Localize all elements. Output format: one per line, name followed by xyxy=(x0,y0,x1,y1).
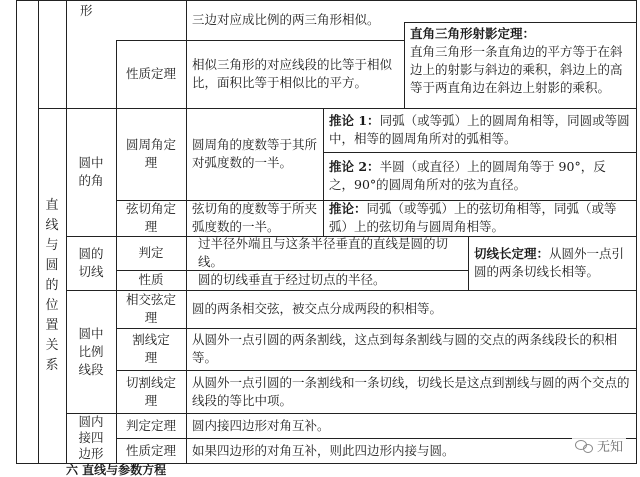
corollary-1 xyxy=(323,108,636,152)
chat-bubbles-icon xyxy=(575,439,593,452)
corollary-2-text: 半圆（或直径）上的圆周角等于 90°，反之，90°的圆周角所对的弦为直径。 xyxy=(329,159,606,192)
similar-top-label: 形 xyxy=(80,3,93,18)
corollary-1-text: 同弧（或等弧）上的圆周角相等，同圆或等圆中，相等的圆周角所对的弧相等。 xyxy=(329,113,630,146)
quadrilateral-criterion-text: 圆内接四边形对角互补。 xyxy=(192,417,330,433)
intersecting-chord-text: 圆的两条相交弦，被交点分成两段的积相等。 xyxy=(192,301,443,316)
tangent-property-label: 性质 xyxy=(138,272,164,287)
tangent-length-theorem xyxy=(468,236,636,290)
projection-theorem-title: 直角三角形射影定理： xyxy=(410,26,536,41)
tangent-chord-label: 弦切角定理 xyxy=(125,201,176,234)
tangent-secant-text: 从圆外一点引圆的一条割线和一条切线，切线长是这点到割线与圆的两个交点的线段的等比中项。 xyxy=(192,374,630,408)
main-category-char: 的 xyxy=(45,277,59,293)
tangent-chord-corollary xyxy=(323,200,636,236)
tangent-secant-label: 切割线定理 xyxy=(126,374,177,408)
main-category-char: 置 xyxy=(45,317,59,333)
tangent-criterion-text: 过半径外端且与这条半径垂直的直线是圆的切线。 xyxy=(198,236,449,269)
inscribed-angle-label: 圆周角定理 xyxy=(126,137,177,170)
watermark-text: 无知 xyxy=(596,440,623,455)
circle-angle-group-label: 圆中的角 xyxy=(78,155,104,188)
projection-theorem xyxy=(404,22,636,108)
main-category-char: 位 xyxy=(45,297,59,313)
similar-property-text: 相似三角形的对应线段的比等于相似比，面积比等于相似比的平方。 xyxy=(192,57,393,90)
quadrilateral-property-label: 性质定理 xyxy=(125,442,176,458)
main-category-char: 系 xyxy=(45,357,59,373)
quadrilateral-group-label: 圆内接四边形 xyxy=(78,414,104,461)
corollary-1-title: 推论 1： xyxy=(329,113,380,128)
quadrilateral-property-text: 如果四边形的对角互补，则此四边形内接与圆。 xyxy=(192,442,455,458)
corollary-2 xyxy=(323,152,636,200)
tangent-chord-corollary-text: 同弧（或等弧）上的弦切角相等，同弧（或等弧）上的弦切角与圆周角相等。 xyxy=(329,201,617,234)
main-category-char: 与 xyxy=(45,237,59,253)
tangent-criterion-label: 判定 xyxy=(138,245,164,260)
secant-label: 割线定理 xyxy=(132,332,170,365)
secant-text: 从圆外一点引圆的两条割线，这点到每条割线与圆的交点的两条线段长的积相等。 xyxy=(192,332,618,365)
main-category-char: 直 xyxy=(45,197,59,213)
projection-theorem-text: 直角三角形一条直角边的平方等于在斜边上的射影与斜边的乘积，斜边上的高等于两直角边在斜边上射影的乘积。 xyxy=(410,44,623,95)
tangent-length-text: 从圆外一点引圆的两条切线长相等。 xyxy=(474,246,625,279)
corollary-2-title: 推论 2： xyxy=(329,159,380,174)
main-category-char: 关 xyxy=(45,337,59,353)
table-border-left xyxy=(16,0,17,464)
similar-criterion-text: 三边对应成比例的两三角形相似。 xyxy=(192,12,380,27)
proportion-group-label: 圆中比例线段 xyxy=(78,325,104,377)
table-border-right xyxy=(636,0,637,464)
tangent-length-title: 切线长定理： xyxy=(474,246,550,261)
inscribed-angle-text: 圆周角的度数等于其所对弧度数的一半。 xyxy=(192,137,318,170)
tangent-group-label: 圆的切线 xyxy=(78,246,104,279)
tangent-chord-text: 弦切角的度数等于所夹弧度数的一半。 xyxy=(192,201,318,234)
similar-property-label: 性质定理 xyxy=(125,66,176,81)
quadrilateral-criterion-label: 判定定理 xyxy=(125,417,176,433)
main-category-char: 线 xyxy=(45,217,59,233)
tangent-property-text: 圆的切线垂直于经过切点的半径。 xyxy=(198,272,386,287)
next-section-heading: 六 直线与参数方程 xyxy=(66,463,167,477)
watermark xyxy=(572,435,626,456)
main-category-label xyxy=(38,108,66,463)
tangent-chord-corollary-title: 推论： xyxy=(329,201,367,216)
intersecting-chord-label: 相交弦定理 xyxy=(126,292,177,325)
main-category-char: 圆 xyxy=(45,257,59,273)
